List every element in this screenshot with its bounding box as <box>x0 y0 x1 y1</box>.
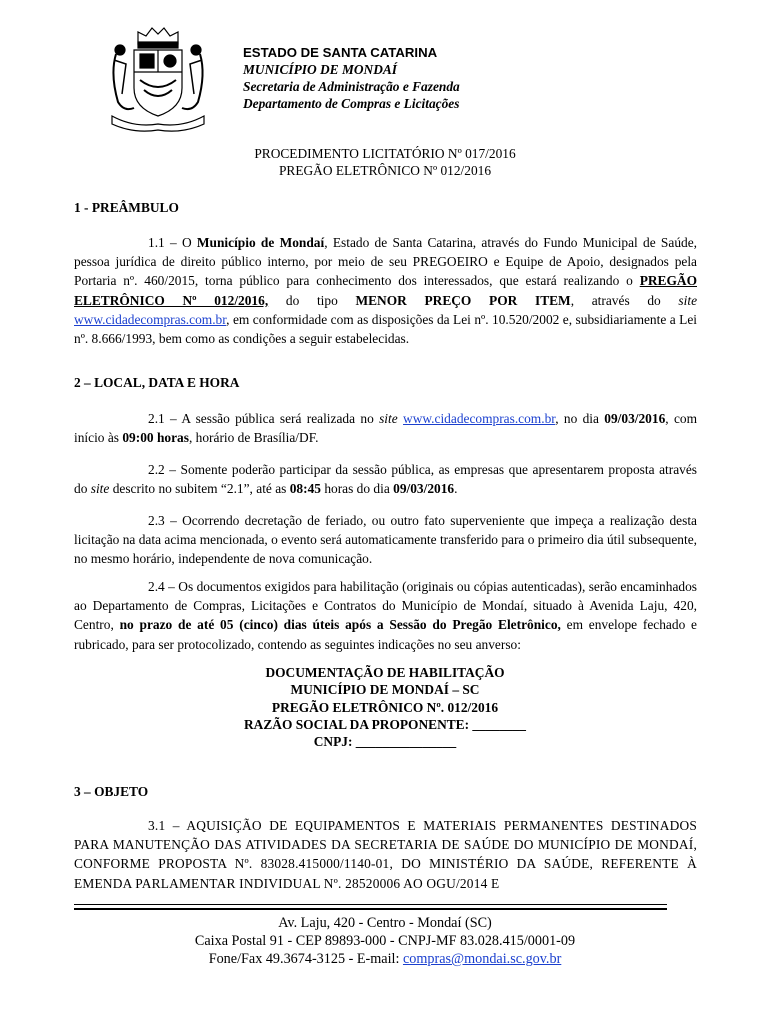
paragraph-2-1: 2.1 – A sessão pública será realizada no site www.cidadecompras.com.br, no dia 09/03/2016, com início às 09:00 horas, horário de Brasília/DF. <box>74 411 698 446</box>
letterhead <box>243 44 460 112</box>
website-link[interactable]: www.cidadecompras.com.br <box>74 311 227 327</box>
email-link[interactable]: compras@mondai.sc.gov.br <box>402 951 562 967</box>
department-name: Departamento de Compras e Licitações <box>243 96 460 111</box>
footer-postal: Caixa Postal 91 - CEP 89893-000 - CNPJ-MF 83.028.415/0001-09 <box>194 933 576 949</box>
document-title-line-1: PROCEDIMENTO LICITATÓRIO Nº 017/2016 <box>254 146 516 161</box>
footer-contact: Fone/Fax 49.3674-3125 - E-mail: compras@mondai.sc.gov.br <box>208 951 562 967</box>
paragraph-2-3: 2.3 – Ocorrendo decretação de feriado, ou outro fato superveniente que impeça a realização desta licitação na data acima mencionada, o evento será automaticamente transferido para o primeiro dia útil subsequente, no mesmo horário, independente de nova comunicação. <box>74 513 697 567</box>
paragraph-3-1: 3.1 – AQUISIÇÃO DE EQUIPAMENTOS E MATERIAIS PERMANENTES DESTINADOS PARA MANUTENÇÃO DAS ATIVIDADES DA SECRETARIA DE SAÚDE DO MUNICÍPIO DE MONDAÍ, CONFORME PROPOSTA Nº. 83028.415000/1140-01, DO MINISTÉRIO DA SAÚDE, REFERENTE À EMENDA PARLAMENTAR INDIVIDUAL Nº. 28520006 AO OGU/2014 E <box>74 818 697 891</box>
footer-address: Av. Laju, 420 - Centro - Mondaí (SC) <box>278 915 492 931</box>
website-link[interactable]: www.cidadecompras.com.br <box>403 411 556 426</box>
state-name: ESTADO DE SANTA CATARINA <box>243 45 438 60</box>
municipal-coat-of-arms-logo <box>104 24 212 134</box>
envelope-line: CNPJ: _______________ <box>313 734 457 750</box>
envelope-indications <box>0 664 770 750</box>
envelope-line: RAZÃO SOCIAL DA PROPONENTE: ________ <box>244 716 526 732</box>
footer-divider-thick <box>74 908 667 910</box>
paragraph-1-1: 1.1 – O Município de Mondaí, Estado de Santa Catarina, através do Fundo Municipal de Saúde, pessoa jurídica de direito público interno, por meio de seu PREGOEIRO e Equipe de Apoio, designados pela Portaria nº. 460/2015, torna público para conhecimento dos interessados, que estará realizando o PREGÃO ELETRÔNICO Nº 012/2016, do tipo MENOR PREÇO POR ITEM, através do site www.cidadecompras.com.br, em conformidade com as disposições da Lei nº. 10.520/2002 e, subsidiariamente a Lei nº. 8.666/1993, bem como as condições a seguir estabelecidas. <box>74 235 698 347</box>
footer-divider <box>74 904 667 905</box>
secretariat-name: Secretaria de Administração e Fazenda <box>243 79 460 94</box>
document-title-line-2: PREGÃO ELETRÔNICO Nº 012/2016 <box>278 163 492 178</box>
municipality-name: MUNICÍPIO DE MONDAÍ <box>243 62 398 77</box>
paragraph-2-2: 2.2 – Somente poderão participar da sessão pública, as empresas que apresentarem proposta através do site descrito no subitem “2.1”, até as 08:45 horas do dia 09/03/2016. <box>74 462 697 497</box>
section-3-heading: 3 – OBJETO <box>74 784 149 799</box>
section-1-heading: 1 - PREÂMBULO <box>74 200 179 215</box>
envelope-line: PREGÃO ELETRÔNICO Nº. 012/2016 <box>271 699 499 715</box>
envelope-line: DOCUMENTAÇÃO DE HABILITAÇÃO <box>265 665 505 680</box>
paragraph-2-4: 2.4 – Os documentos exigidos para habilitação (originais ou cópias autenticadas), serão encaminhados ao Departamento de Compras, Licitações e Contratos do Município de Mondaí, situado à Avenida Laju, 420, Centro, no prazo de até 05 (cinco) dias úteis após a Sessão do Pregão Eletrônico, em envelope fechado e rubricado, para ser protocolizado, contendo as seguintes indicações no seu anverso: <box>74 579 697 652</box>
envelope-line: MUNICÍPIO DE MONDAÍ – SC <box>290 682 480 698</box>
section-2-heading: 2 – LOCAL, DATA E HORA <box>74 375 240 390</box>
page-footer <box>0 914 770 968</box>
